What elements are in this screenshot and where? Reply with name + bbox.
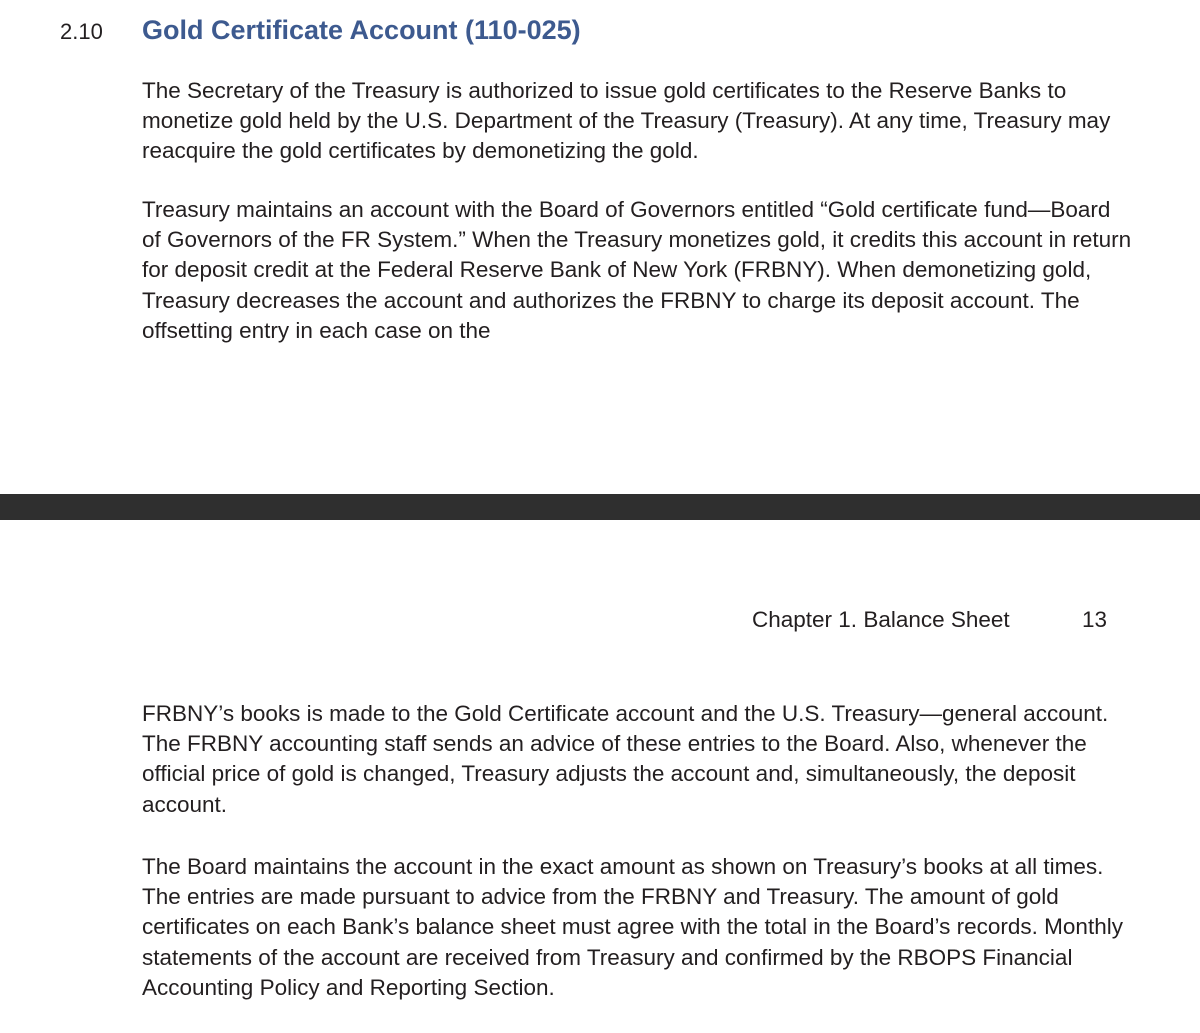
paragraph-board-maintains: The Board maintains the account in the exact amount as shown on Treasury’s books at all times. The entries are made pursuant to advice from the FRBNY and Treasury. The amount of gold certificates on each Bank’s balance sheet must agree with the total in the Board’s records. Monthly statements of the account are received from Treasury and confirmed by the RBOPS Financial Accounting Policy and Reporting Section. — [142, 854, 1123, 1000]
page-break-divider — [0, 494, 1200, 520]
paragraph-frbny-books: FRBNY’s books is made to the Gold Certificate account and the U.S. Treasury—general account. The FRBNY accounting staff sends an advice of these entries to the Board. Also, whenever the official price of gold is changed, Treasury adjusts the account and, simultaneously, the deposit account. — [142, 701, 1109, 817]
paragraph-treasury-account: Treasury maintains an account with the Board of Governors entitled “Gold certificate fund—Board of Governors of the FR System.” When the Treasury monetizes gold, it credits this account in return for deposit credit at the Federal Reserve Bank of New York (FRBNY). When demonetizing gold, Treasury decreases the account and authorizes the FRBNY to charge its deposit account. The offsetting entry in each case on the — [142, 197, 1132, 343]
paragraph-authorization: The Secretary of the Treasury is authorized to issue gold certificates to the Reserve Banks to monetize gold held by the U.S. Department of the Treasury (Treasury). At any time, Treasury may reacquire the gold certificates by demonetizing the gold. — [142, 78, 1111, 164]
section-title: Gold Certificate Account (110-025) — [142, 15, 581, 45]
section-number: 2.10 — [60, 19, 103, 44]
page-number: 13 — [1082, 607, 1108, 632]
running-head: Chapter 1. Balance Sheet — [752, 607, 1010, 632]
